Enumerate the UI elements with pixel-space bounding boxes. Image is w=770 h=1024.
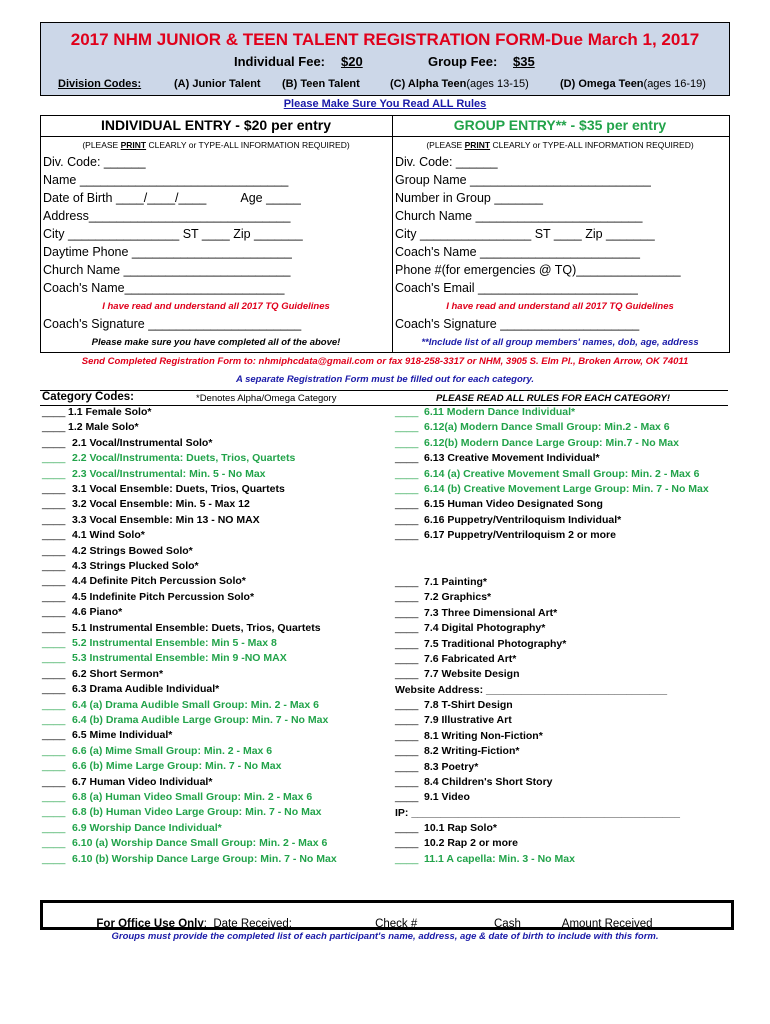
category-left-17: 6.2 Short Sermon*	[72, 667, 164, 680]
individual-instruction-print: PRINT	[120, 140, 147, 150]
division-c-ages: (ages 13-15)	[466, 78, 529, 90]
category-left-25: 6.8 (a) Human Video Small Group: Min. 2 - Max 6	[72, 791, 313, 803]
category-left-4: 2.3 Vocal/Instrumental: Min. 5 - No Max	[72, 467, 266, 480]
group-fee-label: Group Fee:	[428, 54, 498, 69]
office-use-line	[90, 906, 713, 930]
rules-note: PLEASE READ ALL RULES FOR EACH CATEGORY!	[436, 393, 670, 404]
category-writing-1: 7.9 Illustrative Art	[424, 714, 512, 727]
category-left-21: 6.5 Mime Individual*	[72, 729, 173, 742]
category-left-13: 4.6 Piano*	[72, 606, 123, 619]
category-left-3: 2.2 Vocal/Instrumenta: Duets, Trios, Quartets	[72, 452, 296, 465]
category-right-top-4: 6.14 (a) Creative Movement Small Group: Min. 2 - Max 6	[424, 467, 700, 480]
category-left-19: 6.4 (a) Drama Audible Small Group: Min. 2 - Max 6	[72, 698, 319, 711]
office-use-fields[interactable]: : Date Received: __________ Check # _________ Cash ____ Amount Received _________	[203, 918, 714, 930]
category-left-29-checkbox-blank[interactable]: ____	[42, 852, 66, 865]
alpha-omega-note: *Denotes Alpha/Omega Category	[196, 393, 337, 404]
category-left-25-checkbox-blank[interactable]: ____	[42, 791, 66, 803]
individual-name-field[interactable]: Name ______________________________	[43, 173, 289, 187]
division-c-name: (C) Alpha Teen	[390, 78, 467, 90]
category-left-2-checkbox-blank[interactable]: ____	[42, 436, 66, 449]
division-d-ages: (ages 16-19)	[643, 78, 706, 90]
category-writing-2: 8.1 Writing Non-Fiction*	[424, 729, 543, 742]
category-left-1-checkbox-blank[interactable]: ____	[42, 421, 66, 434]
category-left-9: 4.2 Strings Bowed Solo*	[72, 544, 193, 557]
category-writing-6: 9.1 Video	[424, 791, 470, 804]
category-left-5-checkbox-blank[interactable]: ____	[42, 483, 66, 495]
group-div-code-field[interactable]: Div. Code: ______	[395, 155, 498, 169]
category-right-top-5: 6.14 (b) Creative Movement Large Group: Min. 7 - No Max	[424, 483, 709, 495]
category-right-top-0: 6.11 Modern Dance Individual*	[424, 406, 576, 418]
category-left-19-checkbox-blank[interactable]: ____	[42, 698, 66, 711]
category-left-9-checkbox-blank[interactable]: ____	[42, 544, 66, 557]
category-writing-2-checkbox-blank[interactable]: ____	[395, 729, 419, 742]
category-left-27-checkbox-blank[interactable]: ____	[42, 821, 66, 834]
category-left-22: 6.6 (a) Mime Small Group: Min. 2 - Max 6	[72, 744, 273, 757]
individual-city-field[interactable]: City ________________ ST ____ Zip _______	[43, 227, 303, 241]
category-art-4: 7.5 Traditional Photography*	[424, 637, 567, 650]
category-writing-3-checkbox-blank[interactable]: ____	[395, 745, 419, 758]
category-right-top-1-checkbox-blank[interactable]: ____	[395, 421, 419, 434]
category-left-29: 6.10 (b) Worship Dance Large Group: Min. 7 - No Max	[72, 852, 337, 865]
category-left-6: 3.2 Vocal Ensemble: Min. 5 - Max 12	[72, 498, 250, 511]
category-left-2: 2.1 Vocal/Instrumental Solo*	[72, 436, 213, 449]
category-left-22-checkbox-blank[interactable]: ____	[42, 744, 66, 757]
group-church-field[interactable]: Church Name ________________________	[395, 209, 643, 223]
category-left-23-checkbox-blank[interactable]: ____	[42, 760, 66, 773]
category-left-11: 4.4 Definite Pitch Percussion Solo*	[72, 575, 246, 588]
category-right-top-0-checkbox-blank[interactable]: ____	[395, 406, 419, 418]
category-right-top-6: 6.15 Human Video Designated Song	[424, 498, 603, 511]
entry-divider	[392, 136, 393, 353]
division-d	[560, 78, 706, 90]
category-art-2: 7.3 Three Dimensional Art*	[424, 606, 558, 619]
ip-field[interactable]: IP: ______________________________________________	[395, 807, 680, 819]
individual-signature-field[interactable]: Coach's Signature ______________________	[43, 317, 302, 331]
category-left-27: 6.9 Worship Dance Individual*	[72, 821, 222, 834]
division-a: (A) Junior Talent	[174, 78, 261, 90]
form-title: 2017 NHM JUNIOR & TEEN TALENT REGISTRATION FORM-Due March 1, 2017	[70, 30, 700, 49]
category-left-10-checkbox-blank[interactable]: ____	[42, 560, 66, 572]
group-fee-value: $35	[513, 54, 535, 69]
category-writing-0: 7.8 T-Shirt Design	[424, 699, 513, 711]
category-left-15: 5.2 Instrumental Ensemble: Min 5 - Max 8	[72, 637, 277, 649]
category-art-0: 7.1 Painting*	[424, 576, 488, 588]
send-info: Send Completed Registration Form to: nhmiphcdata@gmail.com or fax 918-258-3317 or NHM, 3905 S. Elm Pl., Broken Arrow, OK 74011	[81, 356, 689, 367]
category-left-10: 4.3 Strings Plucked Solo*	[72, 560, 199, 572]
category-left-17-checkbox-blank[interactable]: ____	[42, 667, 66, 680]
category-left-28: 6.10 (a) Worship Dance Small Group: Min. 2 - Max 6	[72, 837, 328, 850]
category-art-5: 7.6 Fabricated Art*	[424, 653, 517, 665]
group-signature-field[interactable]: Coach's Signature ____________________	[395, 317, 640, 331]
individual-guidelines: I have read and understand all 2017 TQ Guidelines	[102, 301, 330, 312]
category-left-24: 6.7 Human Video Individual*	[72, 775, 213, 788]
individual-instruction	[40, 140, 392, 150]
individual-dob-field[interactable]: Date of Birth ____/____/____ Age _____	[43, 191, 301, 205]
category-writing-4-checkbox-blank[interactable]: ____	[395, 760, 419, 773]
group-instruction-post: CLEARLY or TYPE-ALL INFORMATION REQUIRED)	[490, 140, 694, 150]
category-left-0-checkbox-blank[interactable]: ____	[42, 406, 66, 418]
individual-instruction-pre: (PLEASE	[82, 140, 121, 150]
category-writing-0-checkbox-blank[interactable]: ____	[395, 699, 419, 711]
separate-form-note: A separate Registration Form must be filled out for each category.	[235, 374, 535, 385]
category-writing-5-checkbox-blank[interactable]: ____	[395, 776, 419, 788]
group-email-field[interactable]: Coach's Email _______________________	[395, 281, 638, 295]
category-writing-4: 8.3 Poetry*	[424, 760, 479, 773]
category-art-3-checkbox-blank[interactable]: ____	[395, 622, 419, 635]
category-right-top-2: 6.12(b) Modern Dance Large Group: Min.7 - No Max	[424, 436, 679, 449]
category-left-16: 5.3 Instrumental Ensemble: Min 9 -NO MAX	[72, 652, 287, 665]
category-left-0: 1.1 Female Solo*	[68, 406, 152, 418]
category-writing-3: 8.2 Writing-Fiction*	[424, 745, 520, 758]
category-left-18: 6.3 Drama Audible Individual*	[72, 683, 220, 696]
category-left-7-checkbox-blank[interactable]: ____	[42, 513, 66, 526]
category-left-13-checkbox-blank[interactable]: ____	[42, 606, 66, 619]
category-art-4-checkbox-blank[interactable]: ____	[395, 637, 419, 650]
individual-reminder: Please make sure you have completed all of the above!	[91, 337, 341, 348]
category-left-21-checkbox-blank[interactable]: ____	[42, 729, 66, 742]
category-art-6: 7.7 Website Design	[424, 668, 520, 681]
website-address-field[interactable]: Website Address: _______________________________	[395, 684, 668, 696]
category-left-11-checkbox-blank[interactable]: ____	[42, 575, 66, 588]
category-right-top-8: 6.17 Puppetry/Ventriloquism 2 or more	[424, 529, 616, 542]
category-writing-5: 8.4 Children's Short Story	[424, 776, 553, 788]
category-right-top-2-checkbox-blank[interactable]: ____	[395, 436, 419, 449]
individual-fee-label: Individual Fee:	[234, 54, 326, 69]
group-reminder: **Include list of all group members' names, dob, age, address	[421, 337, 699, 348]
category-left-14: 5.1 Instrumental Ensemble: Duets, Trios, Quartets	[72, 621, 321, 634]
category-writing-1-checkbox-blank[interactable]: ____	[395, 714, 419, 727]
category-left-12: 4.5 Indefinite Pitch Percussion Solo*	[72, 590, 255, 603]
category-left-14-checkbox-blank[interactable]: ____	[42, 621, 66, 634]
category-left-8-checkbox-blank[interactable]: ____	[42, 529, 66, 542]
individual-church-field[interactable]: Church Name ________________________	[43, 263, 291, 277]
category-art-6-checkbox-blank[interactable]: ____	[395, 668, 419, 681]
category-right-bottom-0: 10.1 Rap Solo*	[424, 822, 497, 834]
category-left-6-checkbox-blank[interactable]: ____	[42, 498, 66, 511]
individual-div-code-field[interactable]: Div. Code: ______	[43, 155, 146, 169]
category-right-top-5-checkbox-blank[interactable]: ____	[395, 483, 419, 495]
category-art-5-checkbox-blank[interactable]: ____	[395, 653, 419, 665]
group-instruction	[392, 140, 728, 150]
division-d-name: (D) Omega Teen	[560, 78, 644, 90]
category-left-8: 4.1 Wind Solo*	[72, 529, 145, 542]
category-right-bottom-2-checkbox-blank[interactable]: ____	[395, 852, 419, 865]
category-left-4-checkbox-blank[interactable]: ____	[42, 467, 66, 480]
office-use-label: For Office Use Only	[96, 918, 204, 930]
category-left-24-checkbox-blank[interactable]: ____	[42, 775, 66, 788]
group-instruction-print: PRINT	[464, 140, 491, 150]
category-left-3-checkbox-blank[interactable]: ____	[42, 452, 66, 465]
group-instruction-pre: (PLEASE	[426, 140, 465, 150]
category-art-0-checkbox-blank[interactable]: ____	[395, 576, 419, 588]
category-art-1: 7.2 Graphics*	[424, 591, 492, 604]
category-art-1-checkbox-blank[interactable]: ____	[395, 591, 419, 604]
category-right-top-8-checkbox-blank[interactable]: ____	[395, 529, 419, 542]
category-left-20-checkbox-blank[interactable]: ____	[42, 714, 66, 726]
category-writing-6-checkbox-blank[interactable]: ____	[395, 791, 419, 804]
category-left-26: 6.8 (b) Human Video Large Group: Min. 7 - No Max	[72, 806, 322, 819]
group-phone-field[interactable]: Phone #(for emergencies @ TQ)_______________	[395, 263, 681, 277]
group-entry-title: GROUP ENTRY** - $35 per entry	[453, 117, 667, 133]
individual-address-field[interactable]: Address_____________________________	[43, 209, 291, 223]
category-art-2-checkbox-blank[interactable]: ____	[395, 606, 419, 619]
individual-fee-value: $20	[341, 54, 363, 69]
category-left-12-checkbox-blank[interactable]: ____	[42, 590, 66, 603]
category-right-bottom-0-checkbox-blank[interactable]: ____	[395, 822, 419, 834]
category-right-top-6-checkbox-blank[interactable]: ____	[395, 498, 419, 511]
category-right-bottom-1-checkbox-blank[interactable]: ____	[395, 837, 419, 850]
individual-phone-field[interactable]: Daytime Phone _______________________	[43, 245, 292, 259]
category-right-top-1: 6.12(a) Modern Dance Small Group: Min.2 - Max 6	[424, 421, 670, 434]
category-right-top-3-checkbox-blank[interactable]: ____	[395, 452, 419, 465]
category-left-16-checkbox-blank[interactable]: ____	[42, 652, 66, 665]
group-city-field[interactable]: City ________________ ST ____ Zip _______	[395, 227, 655, 241]
category-left-5: 3.1 Vocal Ensemble: Duets, Trios, Quartets	[72, 483, 285, 495]
division-c	[390, 78, 529, 90]
division-codes-label: Division Codes:	[58, 78, 142, 90]
group-coach-field[interactable]: Coach's Name _______________________	[395, 245, 640, 259]
category-right-top-4-checkbox-blank[interactable]: ____	[395, 467, 419, 480]
individual-instruction-post: CLEARLY or TYPE-ALL INFORMATION REQUIRED)	[146, 140, 350, 150]
category-right-bottom-1: 10.2 Rap 2 or more	[424, 837, 518, 850]
rules-link[interactable]: Please Make Sure You Read ALL Rules	[283, 98, 487, 110]
category-left-23: 6.6 (b) Mime Large Group: Min. 7 - No Max	[72, 760, 282, 773]
category-right-top-7-checkbox-blank[interactable]: ____	[395, 513, 419, 526]
category-left-7: 3.3 Vocal Ensemble: Min 13 - NO MAX	[72, 513, 260, 526]
footer-note: Groups must provide the completed list of each participant's name, address, age & date of birth to include with this form.	[111, 931, 659, 942]
category-left-28-checkbox-blank[interactable]: ____	[42, 837, 66, 850]
category-left-18-checkbox-blank[interactable]: ____	[42, 683, 66, 696]
group-guidelines: I have read and understand all 2017 TQ Guidelines	[446, 301, 674, 312]
category-left-15-checkbox-blank[interactable]: ____	[42, 637, 66, 649]
category-left-26-checkbox-blank[interactable]: ____	[42, 806, 66, 819]
category-codes-label: Category Codes:	[42, 391, 135, 403]
individual-coach-field[interactable]: Coach's Name_______________________	[43, 281, 285, 295]
category-left-20: 6.4 (b) Drama Audible Large Group: Min. 7 - No Max	[72, 714, 329, 726]
category-left-1: 1.2 Male Solo*	[68, 421, 139, 434]
group-name-field[interactable]: Group Name __________________________	[395, 173, 651, 187]
category-right-top-7: 6.16 Puppetry/Ventriloquism Individual*	[424, 513, 622, 526]
division-b: (B) Teen Talent	[282, 78, 360, 90]
category-right-bottom-2: 11.1 A capella: Min. 3 - No Max	[424, 852, 575, 865]
category-right-top-3: 6.13 Creative Movement Individual*	[424, 452, 600, 465]
group-number-field[interactable]: Number in Group _______	[395, 191, 544, 205]
category-art-3: 7.4 Digital Photography*	[424, 622, 546, 635]
individual-entry-title: INDIVIDUAL ENTRY - $20 per entry	[100, 117, 332, 133]
